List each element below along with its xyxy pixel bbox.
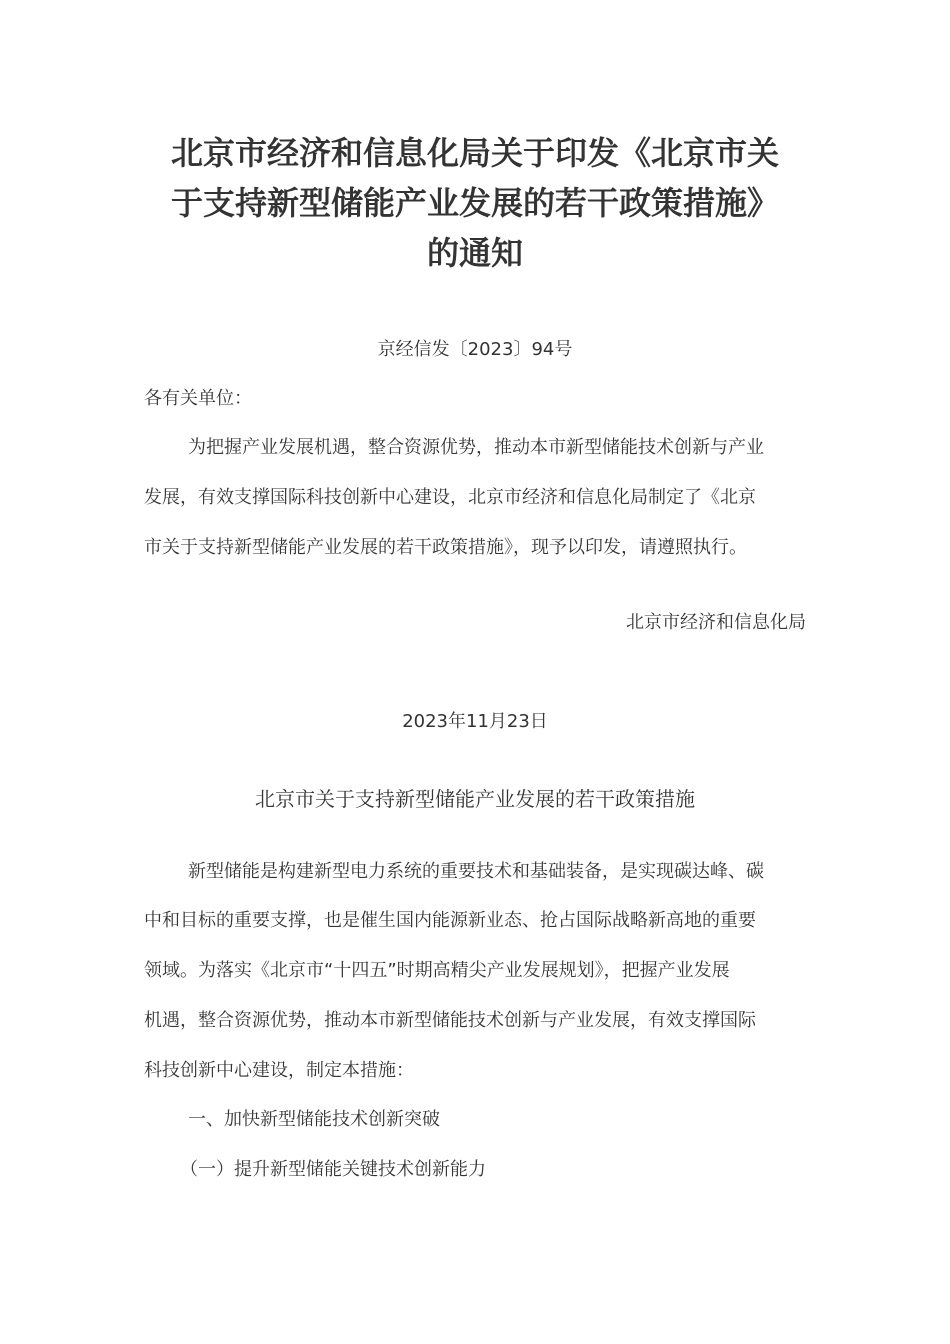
subsection-heading: （一）提升新型储能关键技术创新能力 xyxy=(180,1159,486,1180)
notice-body-line: 为把握产业发展机遇，整合资源优势，推动本市新型储能技术创新与产业 xyxy=(188,437,764,458)
title-line-1: 北京市经济和信息化局关于印发《北京市关 xyxy=(170,134,779,172)
notice-body-line: 发展，有效支撑国际科技创新中心建设，北京市经济和信息化局制定了《北京 xyxy=(144,487,756,508)
issue-date: 2023年11月23日 xyxy=(402,711,548,732)
issuer: 北京市经济和信息化局 xyxy=(626,612,806,633)
title-line-2: 于支持新型储能产业发展的若干政策措施》 xyxy=(170,184,779,222)
measures-body-line: 新型储能是构建新型电力系统的重要技术和基础装备，是实现碳达峰、碳 xyxy=(188,861,764,882)
document-title xyxy=(120,128,830,278)
document-number: 京经信发〔2023〕94号 xyxy=(377,339,573,360)
measures-body-line: 科技创新中心建设，制定本措施： xyxy=(144,1060,414,1081)
salutation: 各有关单位： xyxy=(144,388,252,409)
measures-title: 北京市关于支持新型储能产业发展的若干政策措施 xyxy=(255,787,695,811)
measures-body-line: 中和目标的重要支撑，也是催生国内能源新业态、抢占国际战略新高地的重要 xyxy=(144,910,756,931)
measures-body-line: 机遇，整合资源优势，推动本市新型储能技术创新与产业发展，有效支撑国际 xyxy=(144,1010,756,1031)
notice-body-line: 市关于支持新型储能产业发展的若干政策措施》，现予以印发，请遵照执行。 xyxy=(144,537,747,558)
section-heading: 一、加快新型储能技术创新突破 xyxy=(188,1109,440,1130)
title-line-3: 的通知 xyxy=(426,234,523,272)
measures-body-line: 领域。为落实《北京市“十四五”时期高精尖产业发展规划》，把握产业发展 xyxy=(144,960,730,981)
